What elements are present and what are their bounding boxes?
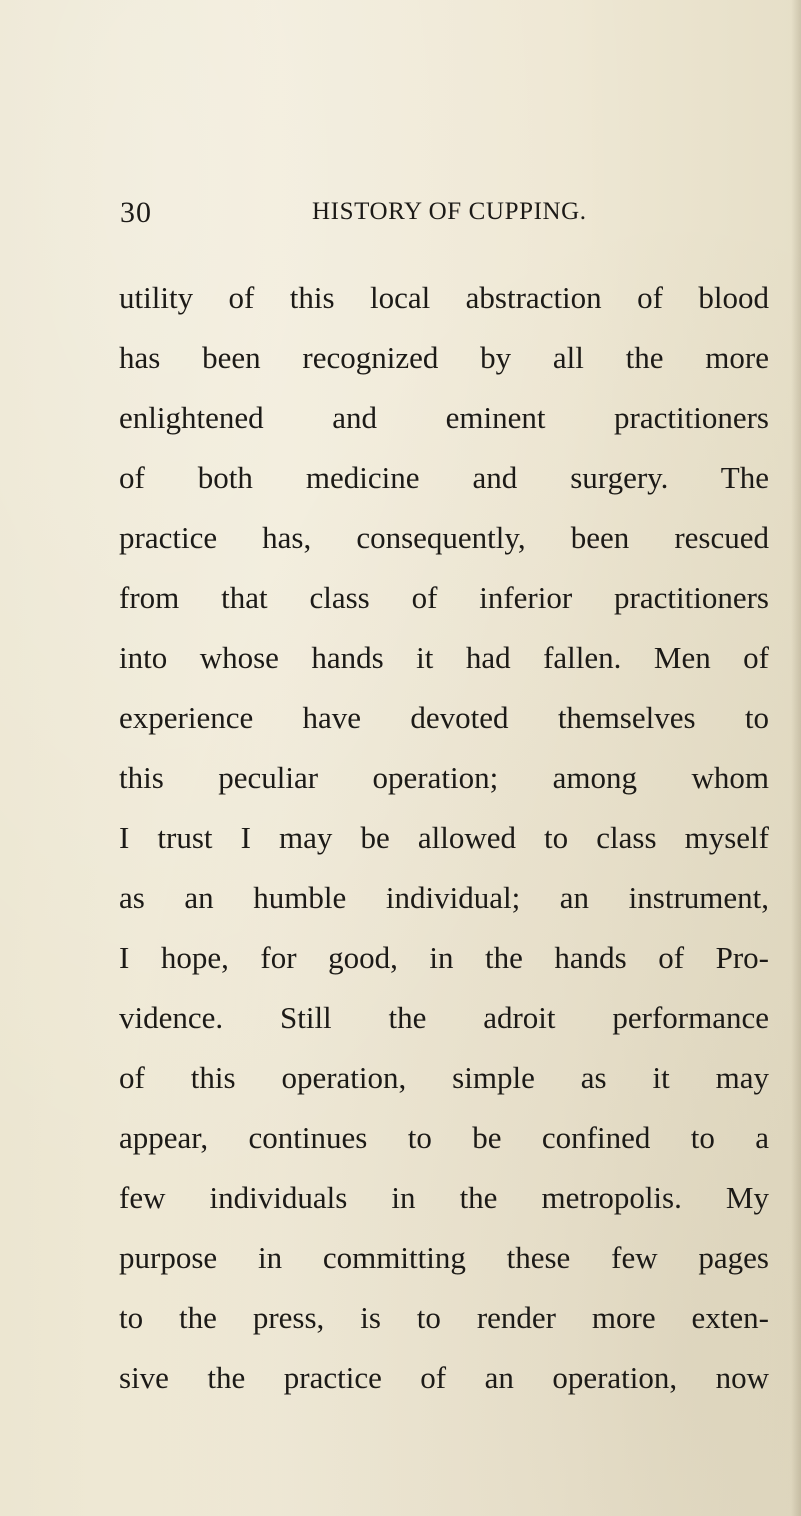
text-line: few individuals in the metropolis. My (119, 1180, 769, 1215)
text-line: as an humble individual; an instrument, (119, 880, 769, 915)
text-line: from that class of inferior practitioners (119, 580, 769, 615)
text-line: of both medicine and surgery. The (119, 460, 769, 495)
text-line: of this operation, simple as it may (119, 1060, 769, 1095)
text-line: utility of this local abstraction of blood (119, 280, 769, 315)
text-line: I trust I may be allowed to class myself (119, 820, 769, 855)
page-header (0, 196, 801, 236)
running-head: HISTORY OF CUPPING. (312, 198, 587, 225)
text-line: appear, continues to be confined to a (119, 1120, 769, 1155)
text-line: purpose in committing these few pages (119, 1240, 769, 1275)
text-line: enlightened and eminent practitioners (119, 400, 769, 435)
page-number: 30 (120, 196, 152, 229)
text-line: I hope, for good, in the hands of Pro- (119, 940, 769, 975)
text-line: has been recognized by all the more (119, 340, 769, 375)
text-line: experience have devoted themselves to (119, 700, 769, 735)
text-line: vidence. Still the adroit performance (119, 1000, 769, 1035)
text-line: sive the practice of an operation, now (119, 1360, 769, 1395)
text-line: this peculiar operation; among whom (119, 760, 769, 795)
text-line: to the press, is to render more exten- (119, 1300, 769, 1335)
body-text (119, 268, 769, 1408)
text-line: practice has, consequently, been rescued (119, 520, 769, 555)
text-line: into whose hands it had fallen. Men of (119, 640, 769, 675)
